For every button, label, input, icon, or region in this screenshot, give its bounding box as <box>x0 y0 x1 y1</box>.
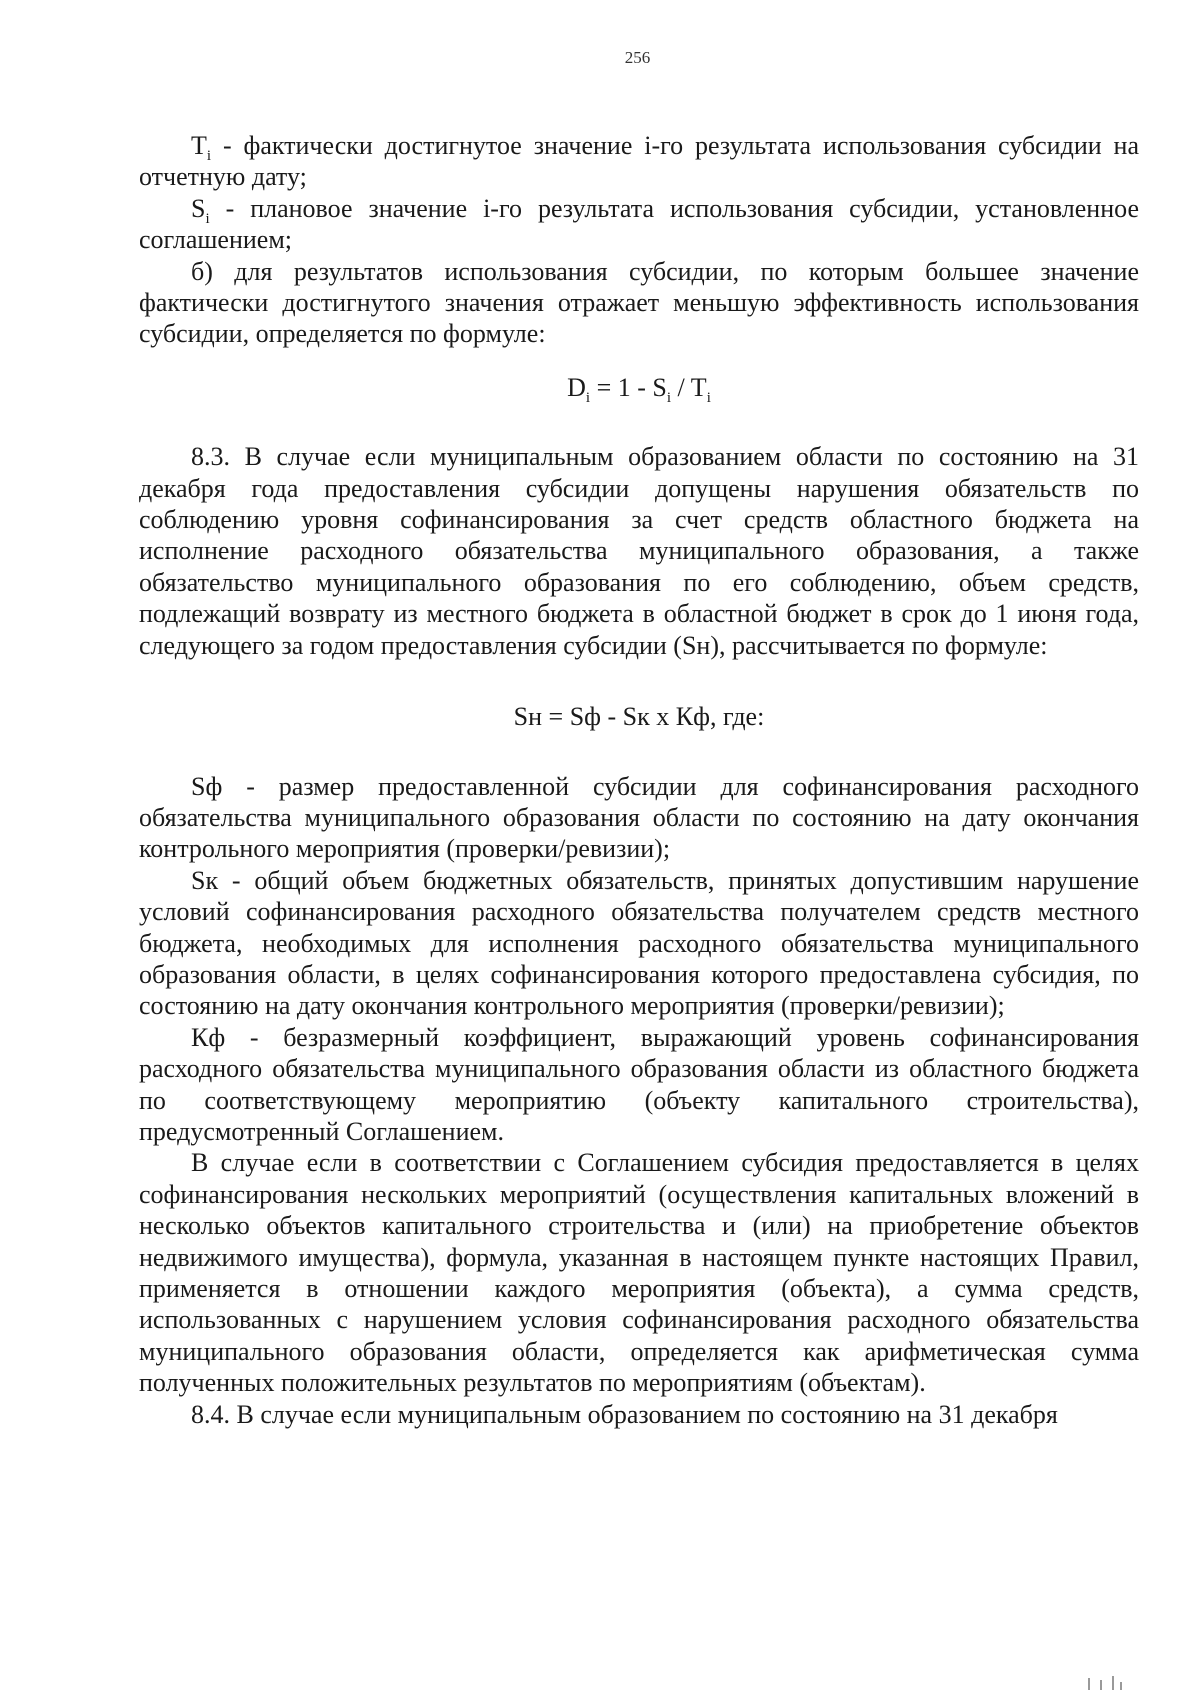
ti-subscript: i <box>206 148 212 165</box>
formula-di-mid: = 1 - S <box>590 372 667 402</box>
page-body <box>139 130 1139 1430</box>
formula-di-d: D <box>567 372 586 402</box>
paragraph-8-4: 8.4. В случае если муниципальным образованием по состоянию на 31 декабря <box>191 1399 1058 1429</box>
si-definition-text: - плановое значение i-го результата использования субсидии, установленное соглашением; <box>139 193 1139 255</box>
formula-di <box>139 372 1139 407</box>
formula-di-d-sub: i <box>585 390 591 407</box>
formula-di-s-sub: i <box>666 390 672 407</box>
formula-di-slash: / T <box>671 372 707 402</box>
scan-artifact <box>1088 1678 1090 1690</box>
scan-artifact <box>1120 1682 1122 1690</box>
si-symbol: S <box>191 193 206 223</box>
formula-di-t-sub: i <box>706 390 711 407</box>
paragraph-kf-definition: Кф - безразмерный коэффициент, выражающий уровень софинансирования расходного обязательства муниципального образования области из областного бюджета по соответствующему мероприятию (объекту капитального строительства), предусмотренный Соглашением. <box>139 1022 1139 1146</box>
ti-definition-text: - фактически достигнутое значение i-го результата использования субсидии на отчетную дату; <box>139 131 1139 192</box>
paragraph-sf-definition: Sф - размер предоставленной субсидии для софинансирования расходного обязательства муниципального образования области по состоянию на дату окончания контрольного мероприятия (проверки/ревизии); <box>139 771 1139 864</box>
paragraph-si-definition <box>139 193 1139 256</box>
ti-symbol: T <box>191 131 207 160</box>
si-subscript: i <box>205 211 210 227</box>
paragraph-multiple-objects: В случае если в соответствии с Соглашением субсидия предоставляется в целях софинансирования нескольких мероприятий (осуществления капитальных вложений в несколько объектов капитального строительства и (или) на приобретение объектов недвижимого имущества), формула, указанная в настоящем пункте настоящих Правил, применяется в отношении каждого мероприятия (объекта), а сумма средств, использованных с нарушением условия софинансирования расходного обязательства муниципального образования области, определяется как арифметическая сумма полученных положительных результатов по мероприятиям (объектам). <box>139 1148 1139 1398</box>
paragraph-b-item: б) для результатов использования субсидии, по которым большее значение фактически достигнутого значения отражает меньшую эффективность использования субсидии, определяется по формуле: <box>139 256 1139 349</box>
paragraph-sk-definition: Sк - общий объем бюджетных обязательств, принятых допустившим нарушение условий софинансирования расходного обязательства получателем средств местного бюджета, необходимых для исполнения расходного обязательства муниципального образования области, в целях софинансирования которого предоставлена субсидия, по состоянию на дату окончания контрольного мероприятия (проверки/ревизии); <box>139 865 1139 1021</box>
page-number: 256 <box>624 48 651 67</box>
formula-sn: Sн = Sф - Sк х Кф, где: <box>513 702 765 732</box>
paragraph-8-3: 8.3. В случае если муниципальным образованием области по состоянию на 31 декабря года предоставления субсидии допущены нарушения обязательств по соблюдению уровня софинансирования за счет средств областного бюджета на исполнение расходного обязательства муниципального образования, а также обязательство муниципального образования по его соблюдению, объем средств, подлежащий возврату из местного бюджета в областной бюджет в срок до 1 июня года, следующего за годом предоставления субсидии (Sн), рассчитывается по формуле: <box>139 442 1139 660</box>
paragraph-ti-definition <box>139 130 1139 193</box>
scan-artifact <box>1100 1680 1102 1690</box>
scan-artifact <box>1112 1676 1114 1690</box>
